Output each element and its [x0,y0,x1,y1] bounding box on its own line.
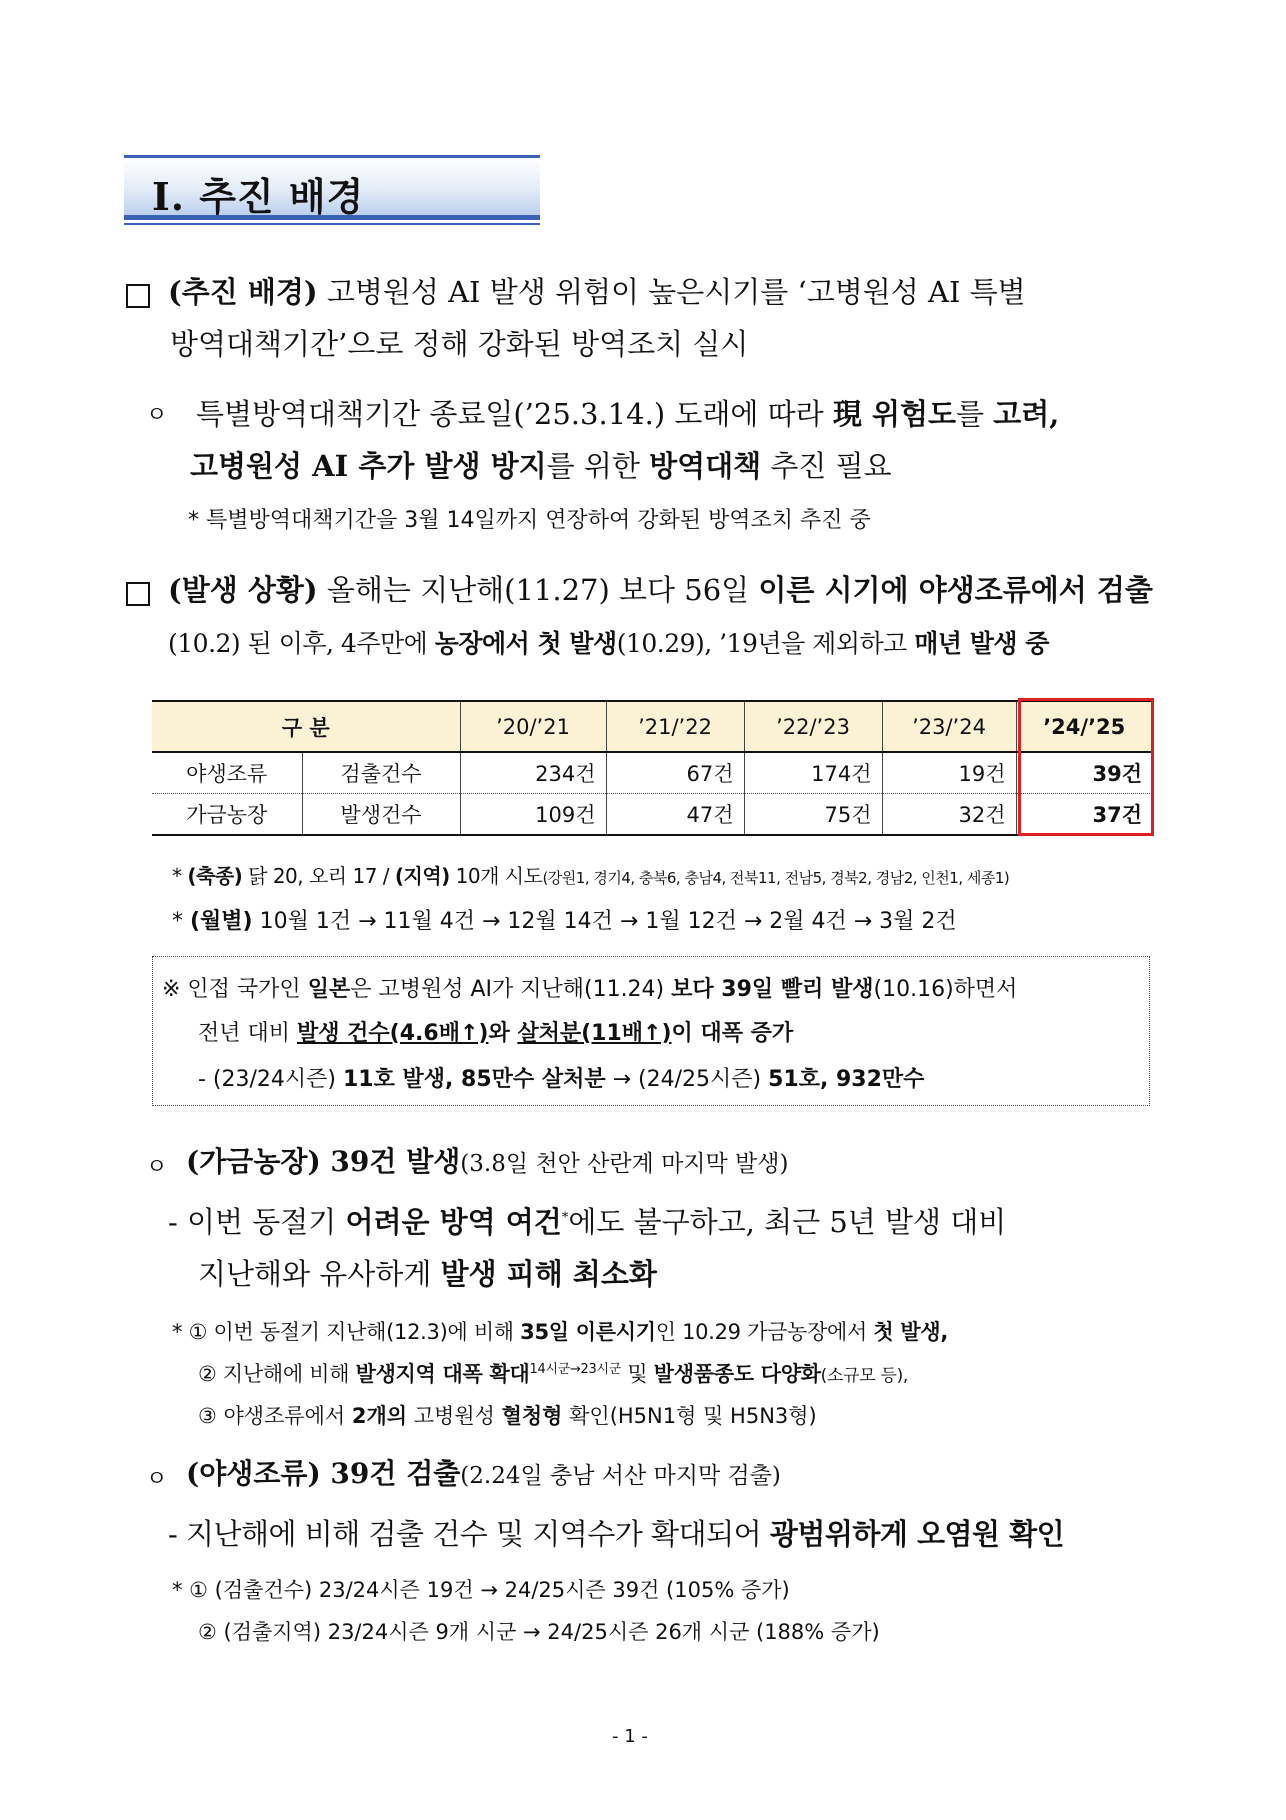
table-row [152,794,1152,836]
text-bold: (야생조류) 39건 검출 [186,1457,461,1490]
text: 특별방역대책기간 종료일(’25.3.14.) 도래에 따라 [196,397,833,431]
text-bold-underline: 발생 건수(4.6배↑) [297,1021,489,1046]
table-header-season: ’21/’22 [606,701,744,752]
outbreak-stats-table [152,700,1152,836]
text: 지난해와 유사하게 [198,1257,441,1291]
text-bold: 2개의 [351,1404,408,1428]
text-bold: 광범위하게 오염원 확인 [769,1517,1065,1551]
text-bold: 現 위험도 [832,397,956,431]
text: 확인(H5N1형 및 H5N3형) [562,1404,817,1428]
cell-value: 32건 [882,794,1016,836]
text-bold: (지역) [394,864,450,888]
text-bold: 첫 발생, [873,1320,949,1344]
section-title-box [124,155,540,220]
text-small: (3.8일 천안 산란계 마지막 발생) [460,1151,789,1177]
row-group: 야생조류 [152,752,302,794]
section1-text1: 고병원성 AI 발생 위험이 높은시기를 ‘고병원성 AI 특별 [317,275,1026,309]
text-bold: 방역대책 [649,449,762,483]
section2-line1 [168,568,1153,609]
section1-note: * 특별방역대책기간을 3월 14일까지 연장하여 강화된 방역조치 추진 중 [188,508,871,533]
section-title: Ⅰ. 추진 배경 [152,174,365,219]
text: 에도 불구하고, 최근 5년 발생 대비 [568,1205,1007,1239]
table-header-season-current: ’24/’25 [1016,701,1152,752]
text-small: (2.24일 충남 서산 마지막 검출) [460,1463,781,1489]
wild-heading [186,1452,781,1492]
text-bold: 보다 39일 빨리 발생 [671,977,874,1002]
text-bold: (월별) [190,909,253,934]
note-species-region [172,860,1009,889]
text: (10.16)하면서 [873,977,1018,1002]
section1-head: (추진 배경) [168,275,318,309]
bullet-marker-icon: ㅇ [146,403,168,428]
poultry-heading [186,1140,788,1180]
text: (10.2) 된 이후, 4주만에 [168,629,435,658]
cell-value: 75건 [744,794,882,836]
poultry-detail-line2 [198,1252,657,1293]
section2-line2 [168,624,1049,660]
poultry-sub3 [198,1400,817,1430]
text: 전년 대비 [198,1021,297,1046]
text-bold: (가금농장) 39건 발생 [186,1145,461,1178]
text-bold-underline: 살처분(11배↑) [517,1021,672,1046]
note-monthly [172,904,957,935]
cell-value: 174건 [744,752,882,794]
japan-line3 [198,1062,924,1093]
cell-value-current: 39건 [1016,752,1152,794]
text: 은 고병원성 AI가 지난해(11.24) [350,977,672,1002]
text-bold: 혈청형 [501,1404,563,1428]
text-bold: 이 대폭 증가 [671,1021,794,1046]
table-header-row [152,701,1152,752]
text: 및 [621,1362,654,1386]
text: 고병원성 [407,1404,502,1428]
wild-sub1: * ① (검출건수) 23/24시즌 19건 → 24/25시즌 39건 (105% 증가) [172,1578,790,1602]
text-small: (강원1, 경기4, 충북6, 충남4, 전북11, 전남5, 경북2, 경남2, 인천1, 세종1) [542,869,1010,887]
text: 닭 20, 오리 17 / [242,864,395,888]
text: → (24/25시즌) [605,1067,769,1092]
text: ③ 야생조류에서 [198,1404,352,1428]
text: 10월 1건 → 11월 4건 → 12월 14건 → 1월 12건 → 2월 4건 → 3월 2건 [252,909,957,934]
text-bold: 고병원성 AI 추가 발생 방지 [190,449,547,483]
cell-value-current: 37건 [1016,794,1152,836]
text-bold: 발생 피해 최소화 [440,1257,657,1291]
bullet-marker-icon: ㅇ [146,1467,168,1492]
text: 올해는 지난해(11.27) 보다 56일 [317,573,759,607]
text-bold: 발생지역 대폭 확대 [355,1362,530,1386]
text: (10.29), ’19년을 제외하고 [616,629,915,658]
table-header-season: ’20/’21 [460,701,606,752]
text: 를 위한 [546,449,650,483]
text: - (23/24시즌) [198,1067,343,1092]
text: ※ 인접 국가인 [162,977,308,1002]
text-bold: 11호 발생, 85만수 살처분 [343,1067,606,1092]
checkbox-square-icon [126,284,150,308]
section1-bullet-line2 [190,444,892,485]
text: * [172,909,190,934]
section2-head: (발생 상황) [168,573,318,607]
bullet-marker-icon: ㅇ [146,1155,168,1180]
cell-value: 19건 [882,752,1016,794]
cell-value: 67건 [606,752,744,794]
text-bold: 와 [488,1021,518,1046]
text: 인 10.29 가금농장에서 [655,1320,874,1344]
footnote-marker: * [561,1210,569,1226]
wild-detail-line1 [168,1512,1064,1553]
poultry-sub1 [172,1316,948,1346]
wild-sub2: ② (검출지역) 23/24시즌 9개 시군 → 24/25시즌 26개 시군 (188% 증가) [198,1620,880,1644]
text-bold: (축종) [187,864,243,888]
cell-value: 109건 [460,794,606,836]
text-bold: 어려운 방역 여건 [345,1205,562,1239]
text-bold: 발생품종도 다양화 [653,1362,821,1386]
page-number: - 1 - [612,1726,648,1747]
text: - 지난해에 비해 검출 건수 및 지역수가 확대되어 [168,1517,770,1551]
section1-bullet-line1 [196,392,1059,433]
table-header-season: ’22/’23 [744,701,882,752]
current-season-highlight [1018,698,1154,836]
text: 를 [956,397,994,431]
table-header-category: 구 분 [152,701,460,752]
row-group: 가금농장 [152,794,302,836]
text-small: (소규모 등), [820,1366,909,1386]
text-bold: 농장에서 첫 발생 [434,629,617,658]
section1-line1 [168,270,1026,311]
text: 추진 필요 [761,449,892,483]
text: - 이번 동절기 [168,1205,346,1239]
japan-line1 [162,972,1017,1003]
cell-value: 47건 [606,794,744,836]
text: ② 지난해에 비해 [198,1362,356,1386]
superscript: 14시군→23시군 [529,1362,622,1377]
text-bold: 35일 이른시기 [520,1320,656,1344]
text: 10개 시도 [449,864,543,888]
text-bold: 매년 발생 중 [914,629,1049,658]
row-metric: 검출건수 [302,752,460,794]
text: * [172,864,188,888]
table-header-season: ’23/’24 [882,701,1016,752]
row-metric: 발생건수 [302,794,460,836]
japan-line2 [198,1016,793,1047]
text-bold: 일본 [307,977,351,1002]
checkbox-square-icon [126,582,150,606]
text: * ① 이번 동절기 지난해(12.3)에 비해 [172,1320,521,1344]
table-row [152,752,1152,794]
text-bold: 이른 시기에 야생조류에서 검출 [758,573,1153,607]
poultry-sub2 [198,1358,908,1388]
section1-line2: 방역대책기간’으로 정해 강화된 방역조치 실시 [170,327,749,361]
cell-value: 234건 [460,752,606,794]
text-bold: 고려, [993,397,1060,431]
text-bold: 51호, 932만수 [768,1067,925,1092]
poultry-detail-line1 [168,1200,1006,1241]
